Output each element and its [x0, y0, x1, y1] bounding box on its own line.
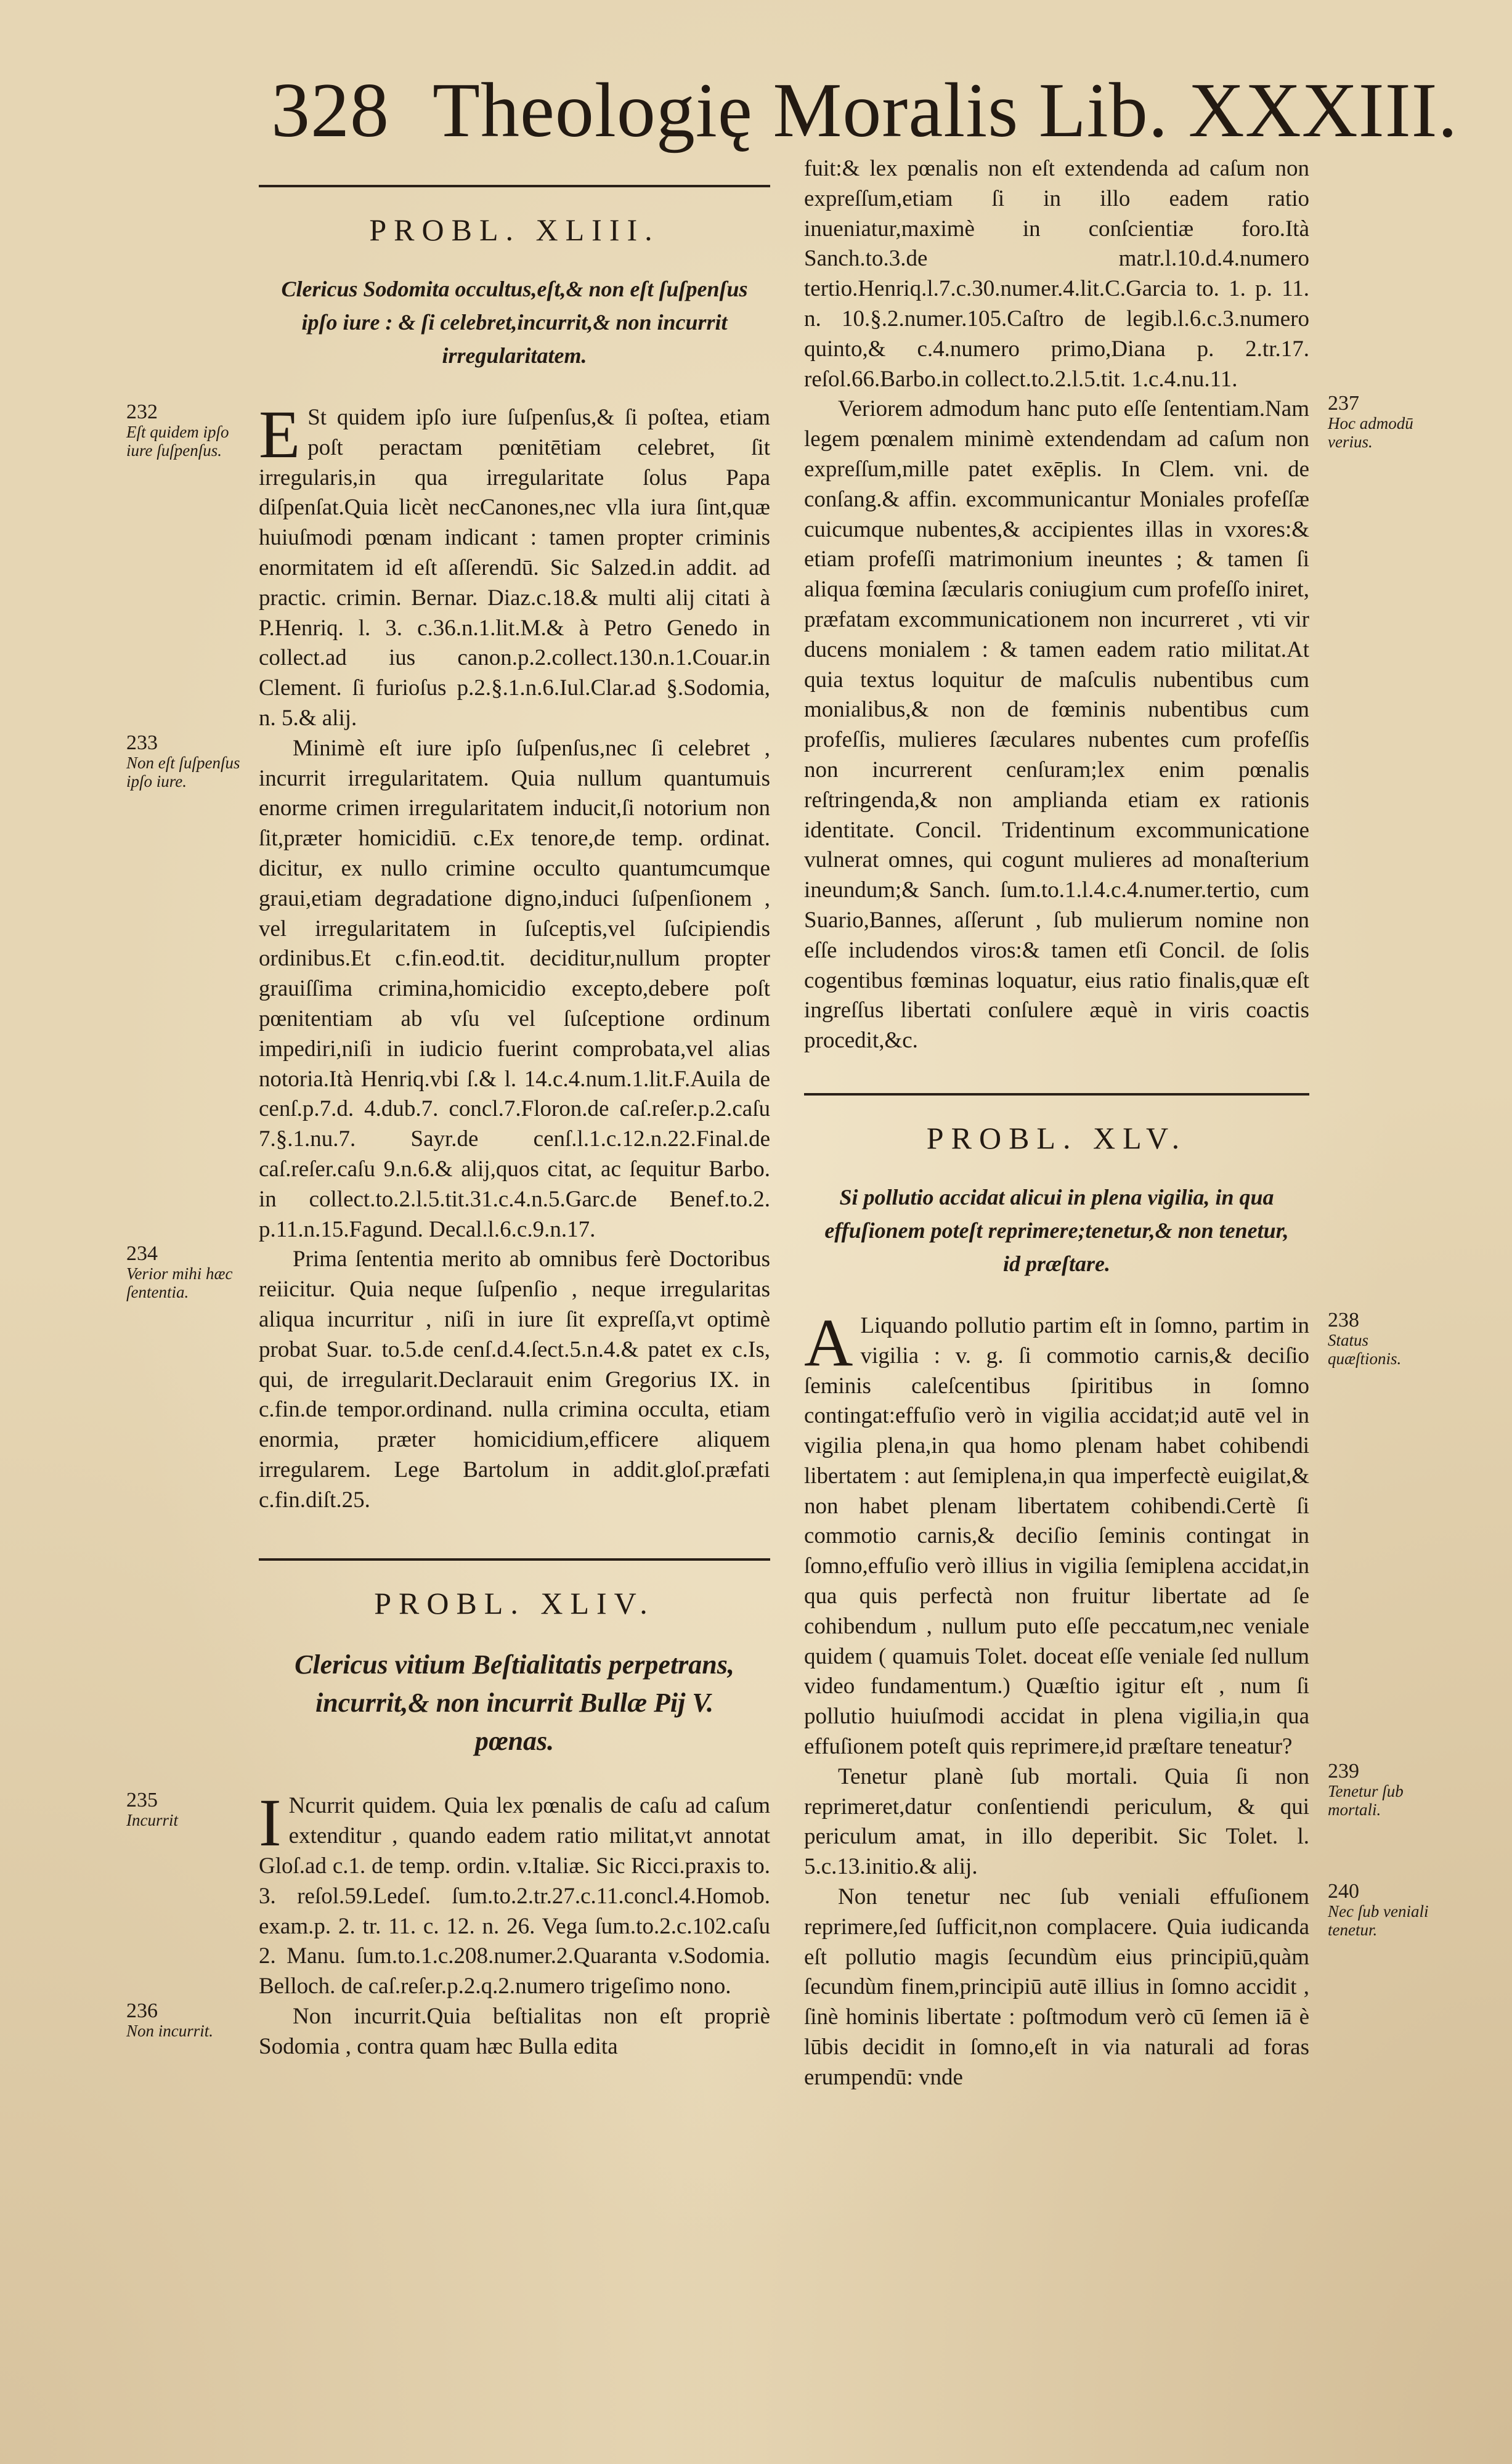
- margin-note-239: [1328, 1759, 1445, 1819]
- paragraph-text: Tenetur planè ſub mortali. Quia ſi non reprimeret,datur conſentiendi periculum, & qui periculum amat, in illo deperibit. Sic Tolet. l. 5.c.13.initio.& alij.: [804, 1763, 1309, 1880]
- margin-note-240: [1328, 1882, 1445, 1939]
- drop-cap: A: [804, 1304, 853, 1380]
- paragraph-number: 233: [126, 731, 158, 754]
- margin-note-text: Tenetur ſub mortali.: [1328, 1781, 1404, 1819]
- paragraph-236: [126, 1999, 770, 2062]
- problem-title: PROBL. XLV.: [926, 1120, 1187, 1155]
- margin-note-text: Status quæſtionis.: [1328, 1330, 1402, 1368]
- paragraph-text: fuit:& lex pœnalis non eſt extendenda ad caſum non expreſſum,etiam ſi in illo eadem ratio inueniatur,maximè in conſcientiæ foro.Ità Sanch.to.3.de matr.l.10.d.4.numero tertio.Henriq.l.7.c.30.numer.4.lit.C.Garcia to. 1. p. 11. n. 10.§.2.numer.105.Caſtro de legib.l.6.c.3.numero quinto,& c.4.numero primo,Diana p. 2.tr.17. reſol.66.Barbo.in collect.to.2.l.5.tit. 1.c.4.nu.11.: [804, 156, 1309, 392]
- drop-cap: I: [259, 1785, 282, 1861]
- paragraph-number: 239: [1328, 1759, 1359, 1783]
- margin-note-text: Non eſt ſuſpenſus ipſo iure.: [126, 753, 240, 791]
- paragraph-text: St quidem ipſo iure ſuſpenſus,& ſi poſtea, etiam poſt peractam pœnitētiam celebret, ſit irregularis,in qua irregularitate ſolus Papa diſpenſat.Quia licèt necCanones,nec vlla iura ſint,quæ huiuſmodi pœnam indicant : tamen propter criminis enormitatem id eſt aſſerendū. Sic Salzed.in addit. ad practic. crimin. Bernar. Diaz.c.18.& multi alij citati à P.Henriq. l. 3. c.36.n.1.lit.M.& à Petro Genedo in collect.ad ius canon.p.2.collect.130.n.1.Couar.in Clement. ſi furioſus p.2.§.1.n.6.Iul.Clar.ad §.Sodomia, n. 5.& alij.: [259, 405, 770, 731]
- margin-note-234: [126, 1242, 243, 1302]
- paragraph-239: [804, 1759, 1404, 1882]
- problem-statement: Clericus Sodomita occultus,eſt,& non eſt ſuſpenſus ipſo iure : & ſi celebret,incurrit,& non incurrit irregularitatem.: [281, 277, 748, 368]
- left-column: [126, 154, 770, 2062]
- margin-note-text: Non incurrit.: [126, 2022, 214, 2041]
- margin-note-236: [126, 1999, 243, 2041]
- right-column: [804, 154, 1429, 2093]
- paragraph-number: 236: [126, 1999, 158, 2023]
- paragraph-233: [126, 731, 770, 1245]
- paragraph-240: [804, 1880, 1429, 2093]
- paragraph-continuation: [804, 154, 1309, 394]
- paragraph-text: Non incurrit.Quia beſtialitas non eſt propriè Sodomia , contra quam hæc Bulla edita: [259, 2004, 770, 2059]
- paragraph-number: 240: [1328, 1880, 1359, 1903]
- drop-cap: E: [259, 397, 301, 472]
- paragraph-text: Prima ſententia merito ab omnibus ferè Doctoribus reiicitur. Quia neque ſuſpenſio , neque irregularitas aliqua incurritur , niſi in iure ſit expreſſa,vt optimè probat Suar. to.5.de cenſ.d.4.ſect.5.n.4.& patet ex c.Is, qui, de irregularit.Declarauit enim Gregorius IX. in c.fin.de tempor.ordinand. nulla crimina occulta, etiam enormia, præter homicidium,efficere aliquem irregularem. Lege Bartolum in addit.gloſ.præfati c.fin.diſt.25.: [259, 1246, 770, 1513]
- margin-note-text: Eſt quidem ipſo iure ſuſpenſus.: [126, 423, 229, 460]
- problem-title: PROBL. XLIII.: [369, 213, 660, 247]
- page-number: 328: [271, 68, 389, 153]
- margin-note-237: [1328, 394, 1445, 451]
- paragraph-237: [804, 392, 1413, 1056]
- margin-note-text: Hoc admodū verius.: [1328, 414, 1413, 452]
- margin-note-233: [126, 731, 243, 791]
- paragraph-234: [126, 1242, 770, 1515]
- margin-note-text: Verior mihi hæc ſententia.: [126, 1264, 233, 1302]
- paragraph-number: 232: [126, 401, 158, 423]
- margin-note-232: [126, 403, 243, 460]
- problem-title: PROBL. XLIV.: [374, 1586, 655, 1621]
- section-rule: [804, 1093, 1309, 1096]
- section-rule: [259, 1558, 770, 1561]
- paragraph-text: Liquando pollutio partim eſt in ſomno, partim in vigilia : v. g. ſi commotio carnis,& deciſio ſeminis caleſcentibus ſpiritibus in ſomno contingat:effuſio verò in vigilia accidat;id autē vel in vigilia plena,in qua homo plenam habet cohibendi libertatem : aut ſemiplena,in qua imperfectè euigilat,& non habet plenam libertatem cohibendi.Certè ſi commotio carnis,& deciſio ſeminis contingat in ſomno,effuſio verò illius in vigilia ſemiplena accidat,in qua quis perfectà non fruitur libertate ad ſe cohibendum , nullum puto eſſe peccatum,nec veniale quidem ( quamuis Tolet. doceat eſſe veniale ſed nullum video fundamentum.) Quæſtio igitur eſt , num ſi pollutio huiuſmodi accidat in plena vigilia,in qua effuſionem poteſt quis reprimere,id præſtare teneatur?: [804, 1312, 1309, 1760]
- paragraph-235: [126, 1785, 770, 2002]
- margin-note-235: [126, 1791, 243, 1829]
- problem-statement: Clericus vitium Beſtialitatis perpetrans, incurrit,& non incurrit Bullæ Pij V. pœnas.: [295, 1649, 734, 1757]
- paragraph-text: Non tenetur nec ſub veniali effuſionem reprimere,ſed ſufficit,non complacere. Quia iudicanda eſt pollutio magis ſecundùm eius principiū,quàm ſecundùm finem,principiū autē illius in ſomno accidit , ſinè hominis libertate : poſtmodum verò cū ſemen iā è lūbis decidit in ſomno,eſt in via naturali ad foras erumpendū: vnde: [804, 1884, 1309, 2090]
- running-title: Theologię Moralis Lib. XXXIII.: [433, 68, 1458, 153]
- margin-note-text: Incurrit: [126, 1811, 178, 1830]
- paragraph-text: Minimè eſt iure ipſo ſuſpenſus,nec ſi celebret , incurrit irregularitatem. Quia nullum quantumuis enorme crimen irregularitatem inducit,ſi notorium non ſit,præter homicidiū. c.Ex tenore,de temp. ordinat. dicitur, ex nullo crimine occulto quantumcumque graui,etiam degradatione digno,induci ſuſpenſionem , vel irregularitatem in ſuſceptis,vel ſuſcipiendis ordinibus.Et c.fin.eod.tit. deciditur,nullum propter grauiſſima crimina,homicidio excepto,debere poſt pœnitentiam ab vſu vel ſuſceptione ordinum impediri,niſi in iudicio fuerint comprobata,vel alias notoria.Ità Henriq.vbi ſ.& l. 14.c.4.num.1.lit.F.Auila de cenſ.p.7.d. 4.dub.7. concl.7.Floron.de caſ.reſer.p.2.caſu 7.§.1.nu.7. Sayr.de cenſ.l.1.c.12.n.22.Final.de caſ.reſer.caſu 9.n.6.& alij,quos citat, ac ſequitur Barbo. in collect.to.2.l.5.tit.31.c.4.n.5.Garc.de Benef.to.2. p.11.n.15.Fagund. Decal.l.6.c.9.n.17.: [259, 735, 770, 1242]
- margin-note-text: Nec ſub veniali tenetur.: [1328, 1902, 1429, 1940]
- paragraph-number: 237: [1328, 392, 1359, 415]
- paragraph-232: [126, 397, 770, 734]
- section-rule: [259, 185, 770, 187]
- paragraph-number: 234: [126, 1242, 158, 1266]
- paragraph-238: [804, 1304, 1402, 1762]
- paragraph-text: Veriorem admodum hanc puto eſſe ſententiam.Nam legem pœnalem minimè extendendam ad caſum non expreſſum,mille patet exēplis. In Clem. vni. de conſang.& affin. excommunicantur Moniales profeſſæ cuicumque nubentes,& accipientes illas in vxores:& etiam profeſſi matrimonium ineuntes ; & tamen ſi aliqua fœmina ſæcularis coniugium cum profeſſo iniret, præfatam excommunicationem non incurreret , vti vir ducens monialem : & tamen eadem ratio militat.At quia textus loquitur de maſculis nubentibus cum monialibus,& non de fœminis nubentibus cum profeſſis, mulieres ſæculares nubentes cum profeſſis non incurrerent cenſuram;lex enim pœnalis reſtringenda,& non amplianda etiam ex rationis identitate. Concil. Tridentinum excommunicatione vulnerat omnes, qui cogunt mulieres ad monaſterium ineundum;& Sanch. ſum.to.1.l.4.c.4.numer.tertio, cum Suario,Bannes, aſſerunt , ſub mulierum nomine non eſſe includendos viros:& tamen etſi Concil. de ſolis cogentibus fœminas loquatur, eius ratio finalis,quæ eſt ingreſſus libertati conſulere æquè in viris coactis procedit,&c.: [804, 396, 1309, 1054]
- running-header: [271, 65, 1458, 157]
- paragraph-text: Ncurrit quidem. Quia lex pœnalis de caſu ad caſum extenditur , quando eadem ratio militat,vt annotat Gloſ.ad c.1. de temp. ordin. v.Italiæ. Sic Ricci.praxis to. 3. reſol.59.Ledeſ. ſum.to.2.tr.27.c.11.concl.4.Homob. exam.p. 2. tr. 11. c. 12. n. 26. Vega ſum.to.2.c.102.caſu 2. Manu. ſum.to.1.c.208.numer.2.Quaranta v.Sodomia. Belloch. de caſ.reſer.p.2.q.2.numero trigeſimo nono.: [259, 1793, 770, 1999]
- paragraph-number: 235: [126, 1789, 158, 1812]
- paragraph-number: 238: [1328, 1308, 1359, 1332]
- margin-note-238: [1328, 1308, 1445, 1368]
- problem-statement: Si pollutio accidat alicui in plena vigilia, in qua effuſionem poteſt reprimere;tenetur,& non tenetur, id præſtare.: [824, 1184, 1289, 1276]
